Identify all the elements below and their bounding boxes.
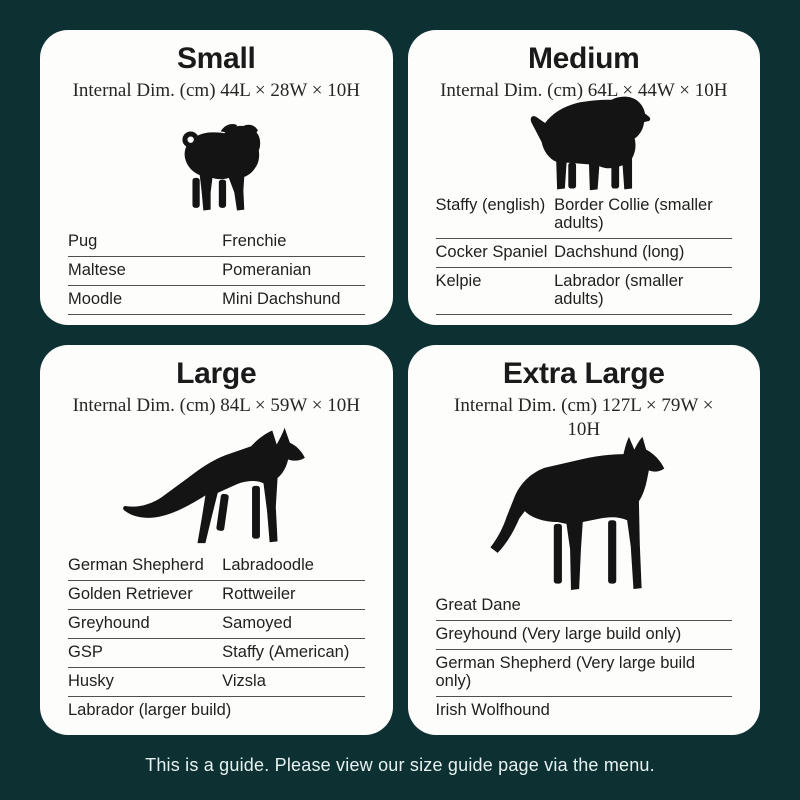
breed-row [436,621,733,650]
breed-name: Border Collie (smaller adults) [554,196,713,232]
dog-illustration-wrap [68,418,365,552]
breed-list [436,192,733,315]
breed-name: Labrador (larger build) [68,701,232,719]
size-card-medium [408,30,761,325]
great-dane-silhouette-icon [475,436,692,599]
size-card-extra-large [408,345,761,735]
card-title: Extra Large [502,357,665,390]
size-card-small [40,30,393,325]
breed-name: Dachshund (long) [554,243,685,261]
cocker-spaniel-silhouette-icon [508,92,659,204]
breed-row [436,697,733,725]
breed-name: Samoyed [222,614,292,632]
card-dimensions: Internal Dim. (cm) 44L × 28W × 10H [72,80,360,101]
dog-illustration-wrap [68,103,365,228]
breed-name: Pomeranian [222,261,312,279]
breed-name: Frenchie [222,232,287,250]
breed-row [436,268,733,315]
breed-name: Labrador (smaller adults) [554,272,684,308]
breed-name: Moodle [68,290,123,308]
breed-row [68,697,365,725]
breed-name: Pug [68,232,98,250]
breed-name: Vizsla [222,672,266,690]
breed-row [436,239,733,268]
breed-name: Labradoodle [222,556,314,574]
breed-name: Irish Wolfhound [435,701,550,719]
breed-list [68,552,365,725]
breed-row [68,257,365,286]
size-card-large [40,345,393,735]
breed-row [68,610,365,639]
card-dimensions: Internal Dim. (cm) 127L × 79W × 10H [454,395,714,440]
card-title: Medium [527,42,640,75]
breed-name: Cocker Spaniel [435,243,548,261]
breed-name: Kelpie [435,272,482,290]
breed-row [436,192,733,239]
card-dimensions: Internal Dim. (cm) 64L × 44W × 10H [440,80,728,101]
card-title: Large [176,357,257,390]
breed-name: Mini Dachshund [222,290,341,308]
card-title: Small [176,42,256,75]
breed-name: GSP [68,643,103,661]
breed-row [436,650,733,697]
breed-name: Great Dane [435,596,521,614]
breed-name: Golden Retriever [68,585,193,603]
breed-name: Greyhound (Very large build only) [435,625,682,643]
breed-name: Staffy (english) [435,196,546,214]
breed-name: German Shepherd [68,556,204,574]
breed-name: Husky [68,672,114,690]
breed-row [436,592,733,621]
breed-row [68,228,365,257]
breed-row [68,581,365,610]
breed-list [68,228,365,315]
pug-silhouette-icon [157,116,275,216]
breed-name: Greyhound [68,614,150,632]
dog-illustration-wrap [436,103,733,192]
breed-list [436,592,733,725]
breed-row [68,639,365,668]
breed-name: German Shepherd (Very large build only) [435,654,696,690]
breed-row [68,552,365,581]
german-shepherd-silhouette-icon [113,419,320,551]
card-dimensions: Internal Dim. (cm) 84L × 59W × 10H [72,395,360,416]
breed-name: Rottweiler [222,585,296,603]
guide-footer-note: This is a guide. Please view our size guide page via the menu. [145,755,655,775]
breed-row [68,286,365,315]
breed-name: Staffy (American) [222,643,350,661]
breed-row [68,668,365,697]
breed-name: Maltese [68,261,126,279]
dog-illustration-wrap [436,442,733,592]
